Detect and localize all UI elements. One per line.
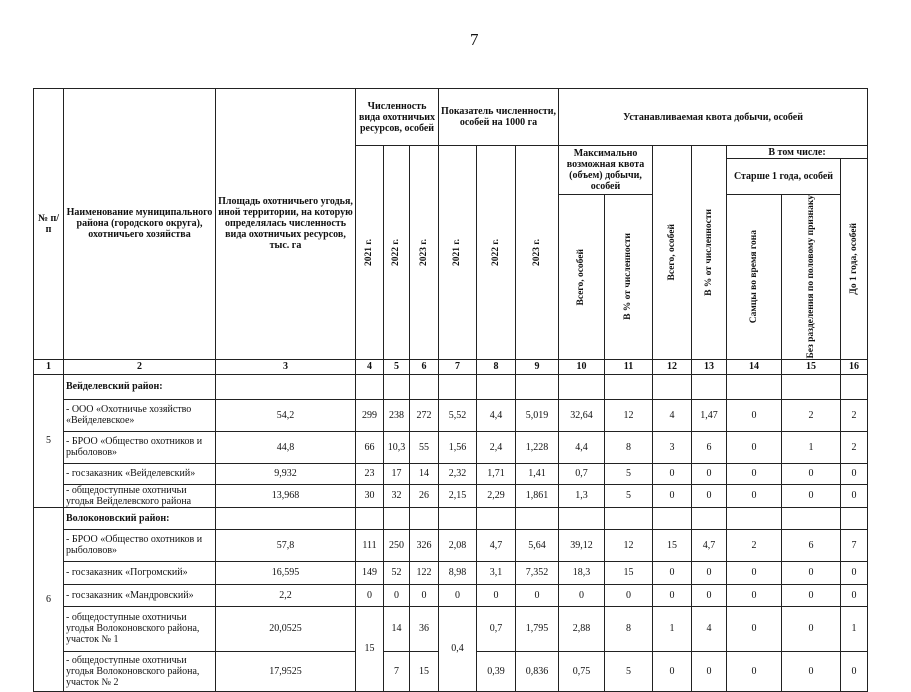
cell-young: 1 — [841, 606, 868, 651]
empty-cell — [559, 374, 605, 399]
cell-pct: 0 — [692, 484, 727, 507]
cell-pct: 0 — [692, 584, 727, 606]
cell-pct: 4 — [692, 606, 727, 651]
cell-d2023: 7,352 — [516, 561, 559, 584]
cell-young: 2 — [841, 399, 868, 431]
header-count-group: Численность вида охотничьих ресурсов, особей — [356, 89, 439, 146]
header-count-2023: 2023 г. — [410, 146, 439, 360]
cell-d2023: 1,861 — [516, 484, 559, 507]
cell-nosex: 0 — [782, 606, 841, 651]
empty-cell — [559, 507, 605, 529]
cell-d2021: 0 — [439, 584, 477, 606]
empty-cell — [653, 374, 692, 399]
cell-max: 0 — [559, 584, 605, 606]
cell-c2023: 122 — [410, 561, 439, 584]
cell-males: 0 — [727, 399, 782, 431]
empty-cell — [727, 507, 782, 529]
cell-c2022: 7 — [384, 651, 410, 691]
cell-d2023: 1,228 — [516, 431, 559, 463]
empty-cell — [516, 374, 559, 399]
cell-c2023: 15 — [410, 651, 439, 691]
empty-cell — [216, 374, 356, 399]
row-name: - общедоступные охотничьи угодья Вейделевского района — [64, 484, 216, 507]
cell-total: 3 — [653, 431, 692, 463]
cell-pct: 0 — [692, 561, 727, 584]
cell-total: 0 — [653, 651, 692, 691]
header-number: № п/п — [34, 89, 64, 360]
section-header-row — [34, 374, 868, 399]
cell-d2022: 1,71 — [477, 463, 516, 484]
cell-c2022: 238 — [384, 399, 410, 431]
empty-cell — [782, 507, 841, 529]
empty-cell — [727, 374, 782, 399]
row-name: - общедоступные охотничьи угодья Волоконовского района, участок № 2 — [64, 651, 216, 691]
row-name: - БРОО «Общество охотников и рыболовов» — [64, 529, 216, 561]
cell-max: 4,4 — [559, 431, 605, 463]
column-number: 3 — [216, 359, 356, 374]
cell-total: 4 — [653, 399, 692, 431]
header-quota-group: Устанавливаемая квота добычи, особей — [559, 89, 868, 146]
cell-nosex: 0 — [782, 561, 841, 584]
cell-max: 32,64 — [559, 399, 605, 431]
cell-total: 0 — [653, 584, 692, 606]
cell-males: 0 — [727, 606, 782, 651]
empty-cell — [653, 507, 692, 529]
cell-c2023: 0 — [410, 584, 439, 606]
row-name: - ООО «Охотничье хозяйство «Вейделевское» — [64, 399, 216, 431]
cell-c2022: 17 — [384, 463, 410, 484]
column-number: 10 — [559, 359, 605, 374]
cell-c2021: 0 — [356, 584, 384, 606]
column-number: 1 — [34, 359, 64, 374]
column-number: 13 — [692, 359, 727, 374]
cell-c2021: 111 — [356, 529, 384, 561]
section-number: 6 — [34, 507, 64, 691]
header-density-2021: 2021 г. — [439, 146, 477, 360]
cell-max_pct: 12 — [605, 399, 653, 431]
column-number: 4 — [356, 359, 384, 374]
column-number: 7 — [439, 359, 477, 374]
section-title: Вейделевский район: — [64, 374, 216, 399]
column-number: 14 — [727, 359, 782, 374]
cell-young: 0 — [841, 463, 868, 484]
empty-cell — [356, 374, 384, 399]
column-numbers-row — [34, 359, 868, 374]
cell-max: 0,75 — [559, 651, 605, 691]
cell-c2023: 55 — [410, 431, 439, 463]
cell-max: 1,3 — [559, 484, 605, 507]
cell-total: 0 — [653, 463, 692, 484]
empty-cell — [841, 507, 868, 529]
cell-max_pct: 8 — [605, 606, 653, 651]
header-total: Всего, особей — [653, 146, 692, 360]
header-count-2021: 2021 г. — [356, 146, 384, 360]
table-row — [34, 431, 868, 463]
cell-males: 0 — [727, 463, 782, 484]
cell-pct: 4,7 — [692, 529, 727, 561]
cell-d2021: 2,32 — [439, 463, 477, 484]
column-number: 15 — [782, 359, 841, 374]
empty-cell — [841, 374, 868, 399]
empty-cell — [516, 507, 559, 529]
cell-d2021-merged: 0,4 — [439, 606, 477, 691]
cell-nosex: 2 — [782, 399, 841, 431]
section-header-row — [34, 507, 868, 529]
empty-cell — [782, 374, 841, 399]
cell-area: 20,0525 — [216, 606, 356, 651]
column-number: 16 — [841, 359, 868, 374]
cell-max_pct: 0 — [605, 584, 653, 606]
cell-total: 0 — [653, 561, 692, 584]
header-max-pct: В % от численности — [605, 195, 653, 360]
cell-max_pct: 5 — [605, 463, 653, 484]
table-row — [34, 463, 868, 484]
header-max-total: Всего, особей — [559, 195, 605, 360]
header-pct-of-count: В % от численности — [692, 146, 727, 360]
empty-cell — [410, 507, 439, 529]
header-older: Старше 1 года, особей — [727, 159, 841, 195]
cell-males: 0 — [727, 651, 782, 691]
cell-d2023: 1,41 — [516, 463, 559, 484]
empty-cell — [692, 374, 727, 399]
cell-males: 2 — [727, 529, 782, 561]
cell-c2022: 250 — [384, 529, 410, 561]
column-number: 11 — [605, 359, 653, 374]
column-number: 2 — [64, 359, 216, 374]
table-row — [34, 561, 868, 584]
cell-d2021: 5,52 — [439, 399, 477, 431]
cell-area: 2,2 — [216, 584, 356, 606]
cell-c2021: 30 — [356, 484, 384, 507]
row-name: - госзаказник «Вейделевский» — [64, 463, 216, 484]
cell-young: 0 — [841, 561, 868, 584]
cell-d2021: 2,08 — [439, 529, 477, 561]
cell-max_pct: 8 — [605, 431, 653, 463]
row-name: - госзаказник «Мандровский» — [64, 584, 216, 606]
empty-cell — [439, 507, 477, 529]
header-max-group: Максимально возможная квота (объем) добычи, особей — [559, 146, 653, 195]
cell-area: 57,8 — [216, 529, 356, 561]
cell-area: 16,595 — [216, 561, 356, 584]
header-area: Площадь охотничьего угодья, иной территории, на которую определялась численность вида охотничьих ресурсов, тыс. га — [216, 89, 356, 360]
column-number: 5 — [384, 359, 410, 374]
cell-c2021: 299 — [356, 399, 384, 431]
cell-nosex: 6 — [782, 529, 841, 561]
cell-c2021: 66 — [356, 431, 384, 463]
column-number: 12 — [653, 359, 692, 374]
cell-total: 15 — [653, 529, 692, 561]
cell-max_pct: 5 — [605, 484, 653, 507]
cell-nosex: 1 — [782, 431, 841, 463]
cell-d2021: 2,15 — [439, 484, 477, 507]
cell-max: 18,3 — [559, 561, 605, 584]
cell-nosex: 0 — [782, 584, 841, 606]
header-count-2022: 2022 г. — [384, 146, 410, 360]
empty-cell — [477, 507, 516, 529]
cell-c2022: 0 — [384, 584, 410, 606]
cell-d2022: 2,4 — [477, 431, 516, 463]
cell-males: 0 — [727, 431, 782, 463]
cell-max_pct: 15 — [605, 561, 653, 584]
cell-max_pct: 5 — [605, 651, 653, 691]
header-name: Наименование муниципального района (городского округа), охотничьего хозяйства — [64, 89, 216, 360]
page-number: 7 — [470, 30, 479, 49]
cell-area: 17,9525 — [216, 651, 356, 691]
row-name: - общедоступные охотничьи угодья Волоконовского района, участок № 1 — [64, 606, 216, 651]
hunting-quota-table — [33, 88, 868, 692]
cell-d2023: 0 — [516, 584, 559, 606]
column-number: 8 — [477, 359, 516, 374]
cell-max: 0,7 — [559, 463, 605, 484]
cell-young: 0 — [841, 651, 868, 691]
cell-max_pct: 12 — [605, 529, 653, 561]
header-density-group: Показатель численности, особей на 1000 га — [439, 89, 559, 146]
empty-cell — [356, 507, 384, 529]
cell-max: 39,12 — [559, 529, 605, 561]
cell-c2021-merged: 15 — [356, 606, 384, 691]
cell-total: 1 — [653, 606, 692, 651]
cell-c2022: 32 — [384, 484, 410, 507]
header-density-2022: 2022 г. — [477, 146, 516, 360]
header-no-sex: Без разделения по половому признаку — [782, 195, 841, 360]
cell-young: 0 — [841, 584, 868, 606]
cell-d2022: 4,7 — [477, 529, 516, 561]
cell-d2022: 0 — [477, 584, 516, 606]
cell-nosex: 0 — [782, 484, 841, 507]
header-density-2023: 2023 г. — [516, 146, 559, 360]
cell-c2021: 23 — [356, 463, 384, 484]
cell-d2021: 8,98 — [439, 561, 477, 584]
cell-d2023: 5,64 — [516, 529, 559, 561]
section-number: 5 — [34, 374, 64, 507]
cell-c2022: 10,3 — [384, 431, 410, 463]
cell-d2022: 3,1 — [477, 561, 516, 584]
empty-cell — [692, 507, 727, 529]
cell-area: 44,8 — [216, 431, 356, 463]
cell-males: 0 — [727, 584, 782, 606]
cell-d2023: 1,795 — [516, 606, 559, 651]
cell-nosex: 0 — [782, 651, 841, 691]
cell-pct: 6 — [692, 431, 727, 463]
empty-cell — [384, 374, 410, 399]
cell-c2022: 52 — [384, 561, 410, 584]
cell-d2023: 0,836 — [516, 651, 559, 691]
cell-pct: 0 — [692, 651, 727, 691]
cell-area: 54,2 — [216, 399, 356, 431]
empty-cell — [477, 374, 516, 399]
cell-c2023: 272 — [410, 399, 439, 431]
empty-cell — [410, 374, 439, 399]
cell-c2023: 26 — [410, 484, 439, 507]
empty-cell — [439, 374, 477, 399]
table-row — [34, 399, 868, 431]
cell-d2022: 2,29 — [477, 484, 516, 507]
cell-area: 9,932 — [216, 463, 356, 484]
table-row — [34, 606, 868, 651]
cell-d2021: 1,56 — [439, 431, 477, 463]
header-young: До 1 года, особей — [841, 159, 868, 360]
cell-max: 2,88 — [559, 606, 605, 651]
cell-pct: 0 — [692, 463, 727, 484]
empty-cell — [216, 507, 356, 529]
table-row — [34, 529, 868, 561]
header-males: Самцы во время гона — [727, 195, 782, 360]
cell-d2023: 5,019 — [516, 399, 559, 431]
cell-young: 2 — [841, 431, 868, 463]
row-name: - госзаказник «Погромский» — [64, 561, 216, 584]
empty-cell — [605, 374, 653, 399]
cell-young: 0 — [841, 484, 868, 507]
cell-c2023: 326 — [410, 529, 439, 561]
cell-males: 0 — [727, 484, 782, 507]
header-including: В том числе: — [727, 146, 868, 159]
cell-young: 7 — [841, 529, 868, 561]
cell-area: 13,968 — [216, 484, 356, 507]
row-name: - БРОО «Общество охотников и рыболовов» — [64, 431, 216, 463]
cell-c2023: 14 — [410, 463, 439, 484]
cell-total: 0 — [653, 484, 692, 507]
cell-d2022: 0,39 — [477, 651, 516, 691]
cell-males: 0 — [727, 561, 782, 584]
cell-c2023: 36 — [410, 606, 439, 651]
cell-d2022: 0,7 — [477, 606, 516, 651]
table-row — [34, 484, 868, 507]
cell-nosex: 0 — [782, 463, 841, 484]
section-title: Волоконовский район: — [64, 507, 216, 529]
cell-c2022: 14 — [384, 606, 410, 651]
column-number: 9 — [516, 359, 559, 374]
cell-d2022: 4,4 — [477, 399, 516, 431]
empty-cell — [605, 507, 653, 529]
empty-cell — [384, 507, 410, 529]
cell-c2021: 149 — [356, 561, 384, 584]
column-number: 6 — [410, 359, 439, 374]
table-row — [34, 584, 868, 606]
cell-pct: 1,47 — [692, 399, 727, 431]
